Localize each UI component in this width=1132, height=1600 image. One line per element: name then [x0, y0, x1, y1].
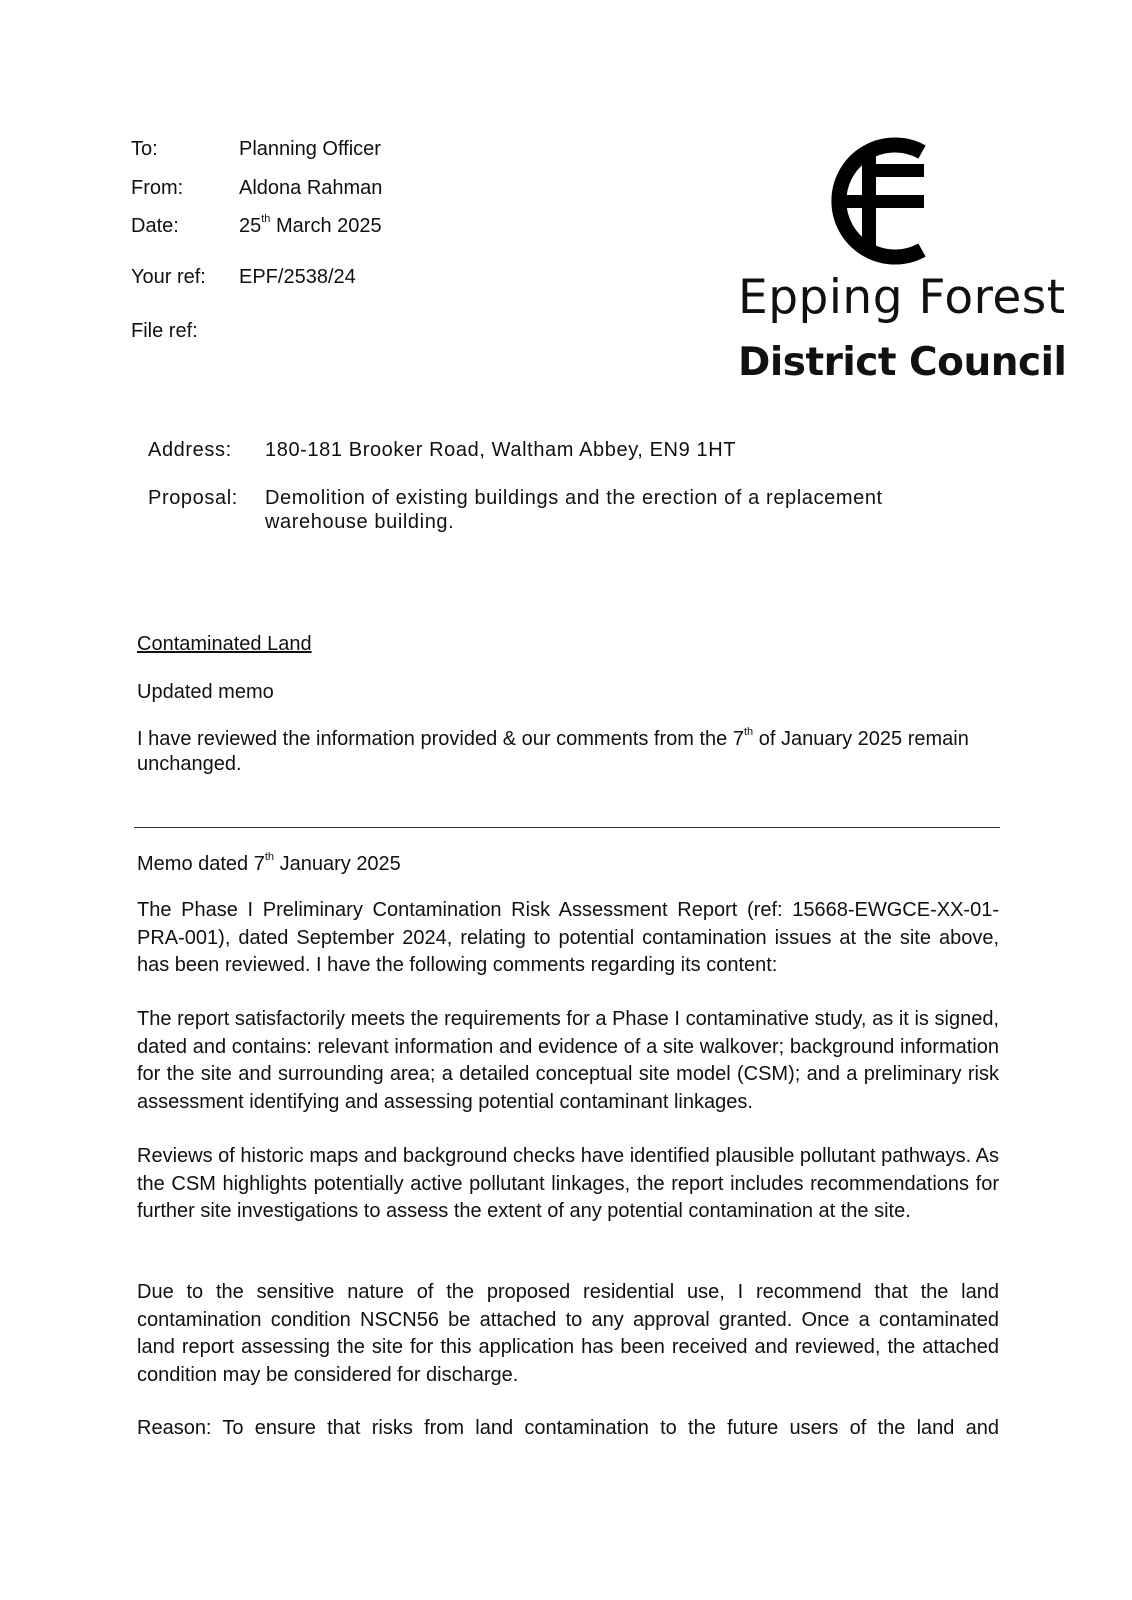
council-logo	[738, 134, 1067, 394]
your-ref-value: EPF/2538/24	[239, 266, 356, 288]
logo-name-line2: District Council	[738, 340, 1067, 385]
ef-emblem-icon	[812, 134, 928, 268]
proposal-value: Demolition of existing buildings and the erection of a replacement warehouse building.	[265, 487, 883, 533]
from-value: Aldona Rahman	[239, 177, 383, 199]
paragraph-reason: Reason: To ensure that risks from land contamination to the future users of the land and	[137, 1417, 999, 1439]
to-label: To:	[131, 138, 158, 160]
date-suffix: th	[261, 213, 271, 226]
date-rest: March 2025	[270, 215, 382, 237]
section-heading: Contaminated Land	[137, 633, 312, 655]
updated-memo-label: Updated memo	[137, 681, 274, 703]
updated-text-sup: th	[743, 726, 754, 739]
file-ref-label: File ref:	[131, 320, 198, 342]
paragraph-report-review: The Phase I Preliminary Contamination Risk Assessment Report (ref: 15668-EWGCE-XX-01-PRA-001), dated September 2024, relating to potential contamination issues at the site above, has been reviewed. I have the following comments regarding its content:	[137, 899, 999, 976]
date-label: Date:	[131, 215, 179, 237]
date-day: 25	[239, 215, 262, 237]
paragraph-phase-one: The report satisfactorily meets the requirements for a Phase I contaminative study, as it is signed, dated and contains: relevant information and evidence of a site walkover; background information for the site and surrounding area; a detailed conceptual site model (CSM); and a preliminary risk assessment identifying and assessing potential contaminant linkages.	[137, 1008, 999, 1113]
logo-name-line1: Epping Forest	[738, 270, 1066, 325]
section-divider	[134, 827, 1000, 828]
paragraph-recommendation: Due to the sensitive nature of the proposed residential use, I recommend that the land contamination condition NSCN56 be attached to any approval granted. Once a contaminated land report assessing the site for this application has been received and reviewed, the attached condition may be considered for discharge.	[137, 1281, 999, 1386]
from-label: From:	[131, 177, 184, 199]
paragraph-historic-maps: Reviews of historic maps and background checks have identified plausible pollutant pathways. As the CSM highlights potentially active pollutant linkages, the report includes recommendations for further site investigations to assess the extent of any potential contamination at the site.	[137, 1145, 999, 1222]
memo-dated-part1: Memo dated 7	[137, 853, 265, 875]
updated-text-part1: I have reviewed the information provided & our comments from the 7	[137, 728, 744, 750]
address-label: Address:	[148, 439, 232, 461]
memo-dated-part2: January 2025	[274, 853, 401, 875]
memo-dated-sup: th	[264, 851, 275, 864]
memo-dated	[137, 851, 999, 879]
date-value	[239, 214, 382, 238]
updated-memo-text	[137, 727, 999, 777]
to-value: Planning Officer	[239, 138, 381, 160]
address-value: 180-181 Brooker Road, Waltham Abbey, EN9 1HT	[265, 439, 737, 461]
updated-text-part2: of January 2025 remain unchanged.	[137, 728, 969, 775]
your-ref-label: Your ref:	[131, 266, 206, 288]
proposal-label: Proposal:	[148, 487, 238, 509]
